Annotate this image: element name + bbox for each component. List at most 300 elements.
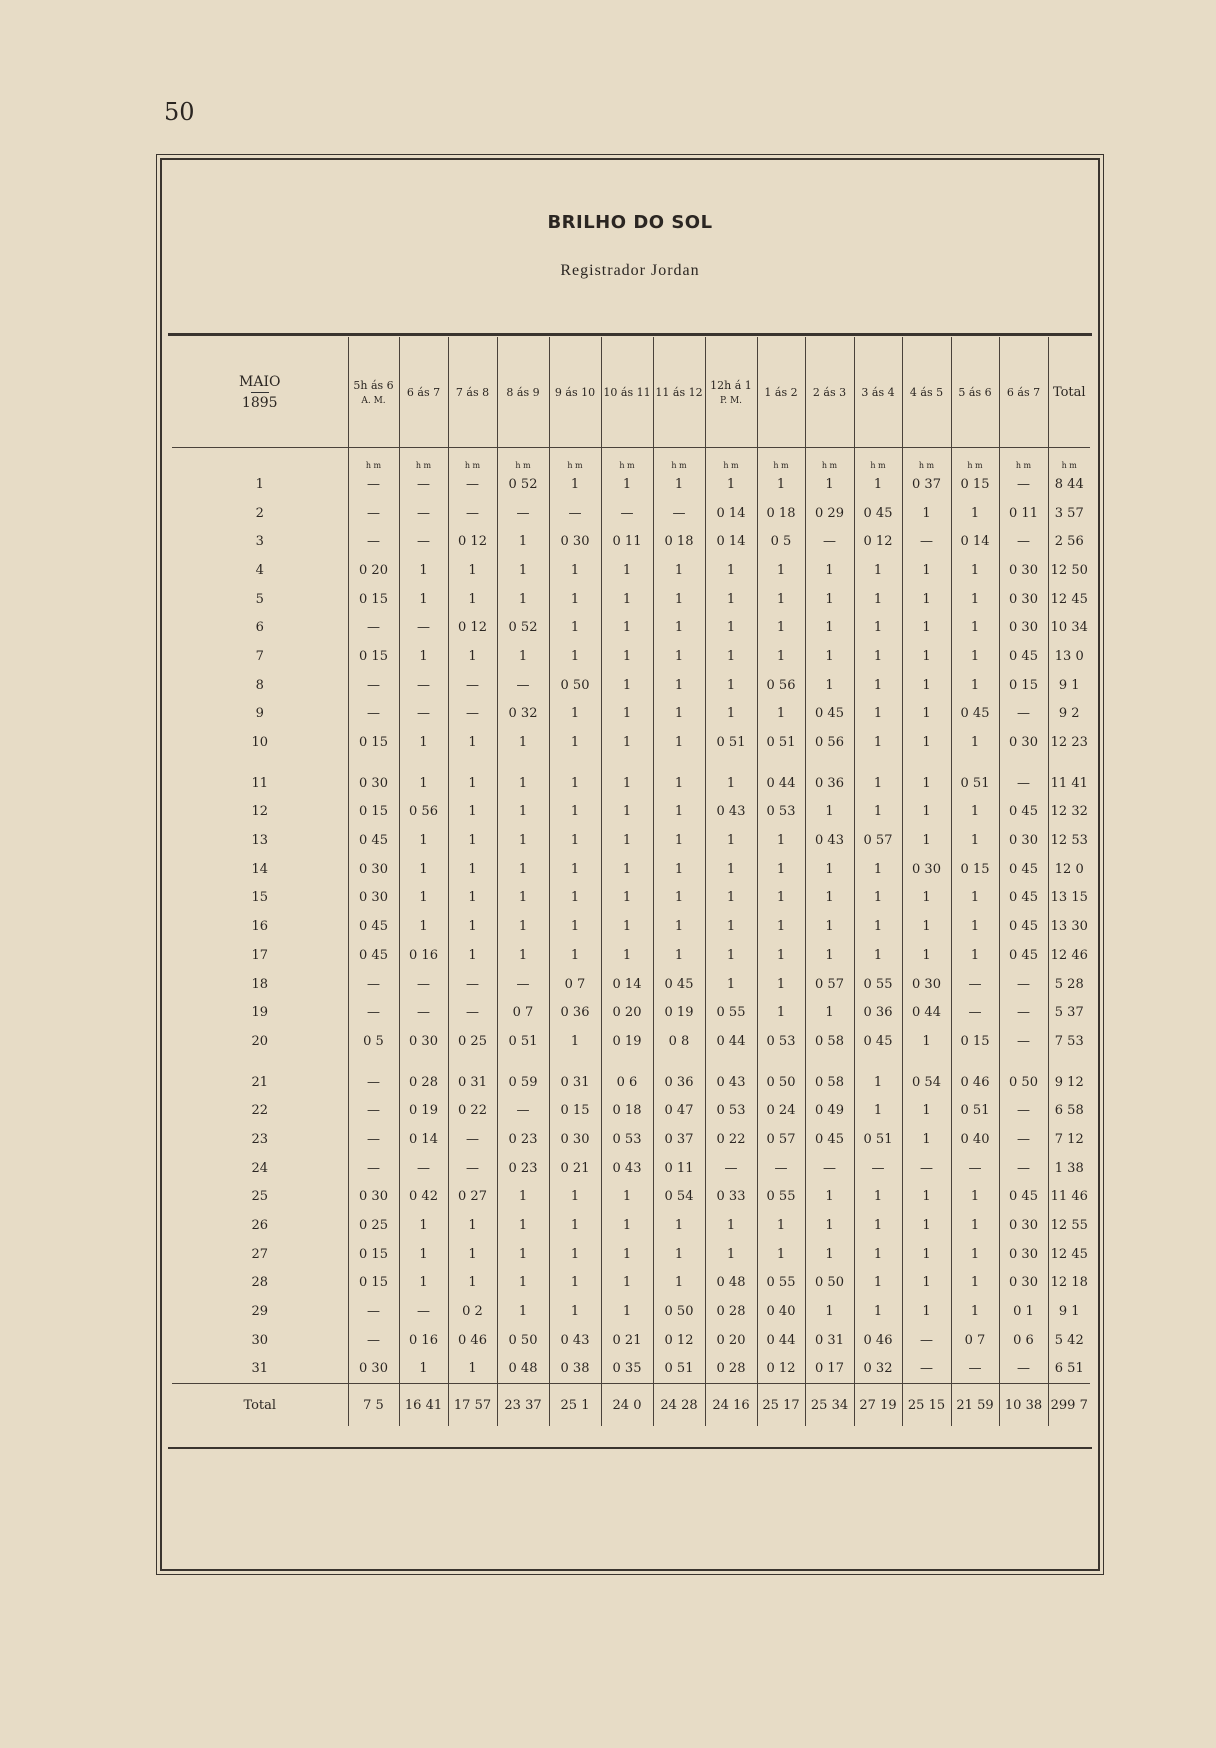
column-header-label: 9 ás 10 [554,385,596,399]
value-cell: — [448,499,497,528]
value-cell: 1 [757,826,805,855]
value-cell: 1 [757,941,805,970]
column-header [902,337,951,448]
value-cell: 1 [705,1240,757,1269]
value-cell: — [399,970,448,999]
value-cell: 0 51 [705,728,757,757]
value-cell: 1 [549,1027,601,1056]
value-cell: 0 30 [549,527,601,556]
day-cell: 29 [251,1304,269,1320]
value-cell: 1 [805,1183,854,1212]
table-row [172,1056,1090,1097]
value-cell: 1 [854,912,902,941]
column-header [399,337,448,448]
day-cell: 8 [255,677,264,693]
value-cell: 0 7 [497,998,549,1027]
value-cell: 1 [705,1211,757,1240]
value-cell: 0 51 [497,1027,549,1056]
row-total-cell: 13 30 [1048,912,1090,941]
units-cell: h m [399,448,448,471]
units-cell: h m [854,448,902,471]
row-total-cell: 5 37 [1048,998,1090,1027]
value-cell: 1 [549,1183,601,1212]
value-cell: 1 [902,912,951,941]
value-cell: 1 [448,757,497,798]
value-cell: 1 [854,941,902,970]
table-body [172,448,1090,1427]
row-total-cell: 2 56 [1048,527,1090,556]
value-cell: 1 [902,556,951,585]
value-cell: 1 [805,642,854,671]
row-total-cell: 9 1 [1048,671,1090,700]
column-header-sub: P. M. [719,395,743,406]
value-cell: 0 45 [951,700,999,729]
value-cell: 0 22 [448,1096,497,1125]
value-cell: 0 54 [653,1183,705,1212]
value-cell: 0 50 [757,1056,805,1097]
value-cell: 0 50 [805,1269,854,1298]
value-cell: 1 [805,998,854,1027]
table-row [172,970,1090,999]
value-cell: 0 28 [705,1297,757,1326]
value-cell: 1 [757,700,805,729]
value-cell: 1 [448,556,497,585]
value-cell: 0 1 [999,1297,1048,1326]
value-cell: 0 53 [705,1096,757,1125]
value-cell: 1 [653,642,705,671]
value-cell: 1 [601,912,653,941]
value-cell: — [653,499,705,528]
value-cell: 0 30 [348,884,399,913]
value-cell: 1 [854,1269,902,1298]
value-cell: 1 [805,941,854,970]
row-total-cell: 9 1 [1048,1297,1090,1326]
value-cell: 0 11 [653,1154,705,1183]
value-cell: 0 45 [999,855,1048,884]
sunshine-table [172,337,1090,1426]
value-cell: 1 [854,855,902,884]
row-total-cell: 12 53 [1048,826,1090,855]
value-cell: 0 27 [448,1183,497,1212]
column-header [805,337,854,448]
value-cell: 1 [601,642,653,671]
day-cell: 26 [251,1218,269,1234]
value-cell: 0 14 [951,527,999,556]
value-cell: 1 [653,855,705,884]
value-cell: 0 47 [653,1096,705,1125]
value-cell: 0 19 [601,1027,653,1056]
value-cell: 1 [399,855,448,884]
value-cell: 1 [902,1096,951,1125]
value-cell: 0 56 [399,798,448,827]
value-cell: 0 36 [805,757,854,798]
value-cell: — [399,671,448,700]
value-cell: 0 30 [999,728,1048,757]
table-row [172,613,1090,642]
value-cell: — [497,499,549,528]
column-header-label: 12h á 1 [710,378,752,392]
units-cell: h m [757,448,805,471]
value-cell: 1 [805,585,854,614]
value-cell: 1 [805,671,854,700]
value-cell: 0 49 [805,1096,854,1125]
value-cell: 0 45 [805,700,854,729]
value-cell: — [399,613,448,642]
value-cell: — [448,671,497,700]
value-cell: 1 [448,826,497,855]
row-total-cell: 7 53 [1048,1027,1090,1056]
value-cell: 1 [805,884,854,913]
row-total-cell: 7 12 [1048,1125,1090,1154]
value-cell: — [902,527,951,556]
value-cell: — [448,470,497,499]
value-cell: 1 [497,912,549,941]
value-cell: 0 14 [705,499,757,528]
value-cell: 1 [448,855,497,884]
value-cell: 1 [549,855,601,884]
column-header [951,337,999,448]
page-number: 50 [164,98,195,126]
value-cell: 1 [757,998,805,1027]
value-cell: 0 45 [854,499,902,528]
value-cell: 0 44 [705,1027,757,1056]
value-cell: — [999,1125,1048,1154]
value-cell: 0 15 [999,671,1048,700]
value-cell: 0 25 [348,1211,399,1240]
value-cell: 1 [448,798,497,827]
value-cell: 0 40 [757,1297,805,1326]
value-cell: 0 7 [549,970,601,999]
day-cell: 6 [255,620,264,636]
value-cell: — [348,1297,399,1326]
value-cell: 1 [549,757,601,798]
value-cell: 1 [951,1183,999,1212]
value-cell: 0 18 [601,1096,653,1125]
value-cell: 0 30 [999,1269,1048,1298]
value-cell: 0 37 [902,470,951,499]
value-cell: 0 57 [805,970,854,999]
value-cell: 0 45 [348,941,399,970]
value-cell: 1 [549,613,601,642]
value-cell: — [951,1355,999,1384]
value-cell: 1 [854,1297,902,1326]
value-cell: — [999,757,1048,798]
row-total-cell: 3 57 [1048,499,1090,528]
value-cell: 1 [601,1211,653,1240]
value-cell: — [999,527,1048,556]
value-cell: 1 [757,1240,805,1269]
value-cell: 0 6 [999,1326,1048,1355]
value-cell: 0 12 [757,1355,805,1384]
value-cell: 1 [951,728,999,757]
column-total-cell: 16 41 [399,1384,448,1427]
column-header [854,337,902,448]
value-cell: 0 20 [705,1326,757,1355]
column-header-label: 8 ás 9 [506,385,540,399]
value-cell: 0 36 [653,1056,705,1097]
value-cell: 1 [951,912,999,941]
value-cell: 1 [497,728,549,757]
value-cell: 1 [497,884,549,913]
table-row [172,1269,1090,1298]
value-cell: 0 5 [348,1027,399,1056]
row-total-cell: 12 0 [1048,855,1090,884]
value-cell: 1 [951,941,999,970]
value-cell: — [448,1125,497,1154]
value-cell: 1 [653,912,705,941]
value-cell: 0 30 [902,855,951,884]
value-cell: 0 15 [951,1027,999,1056]
column-header-label: Total [1052,384,1086,400]
month-header [172,337,348,448]
value-cell: 1 [448,1269,497,1298]
table-row [172,1355,1090,1384]
row-total-cell: 12 46 [1048,941,1090,970]
value-cell: 1 [757,556,805,585]
value-cell: — [448,998,497,1027]
value-cell: 0 30 [348,757,399,798]
day-cell: 18 [251,976,269,992]
value-cell: 0 45 [348,826,399,855]
table-row [172,912,1090,941]
units-cell: h m [448,448,497,471]
column-total-cell: 17 57 [448,1384,497,1427]
table-title: BRILHO DO SOL [547,212,713,233]
value-cell: 1 [951,1269,999,1298]
value-cell: 0 30 [549,1125,601,1154]
table-row [172,855,1090,884]
value-cell: — [348,1056,399,1097]
value-cell: 0 37 [653,1125,705,1154]
row-total-cell: 13 0 [1048,642,1090,671]
table-row [172,1027,1090,1056]
value-cell: 1 [705,700,757,729]
value-cell: — [399,1297,448,1326]
value-cell: — [348,671,399,700]
value-cell: 1 [549,912,601,941]
value-cell: 1 [757,642,805,671]
value-cell: 1 [399,642,448,671]
value-cell: 0 45 [805,1125,854,1154]
column-header [448,337,497,448]
value-cell: 0 32 [854,1355,902,1384]
value-cell: 1 [497,556,549,585]
day-cell: 27 [251,1246,269,1262]
value-cell: — [601,499,653,528]
value-cell: — [399,527,448,556]
day-cell: 31 [251,1361,269,1377]
units-cell: h m [601,448,653,471]
value-cell: 1 [653,585,705,614]
value-cell: 1 [854,470,902,499]
column-header-sub: A. M. [361,395,386,406]
value-cell: 1 [601,884,653,913]
day-cell: 25 [251,1189,269,1205]
value-cell: 1 [902,499,951,528]
value-cell: — [399,1154,448,1183]
value-cell: 1 [497,1269,549,1298]
day-cell: 2 [255,505,264,521]
day-cell: 3 [255,534,264,550]
table-row [172,1240,1090,1269]
value-cell: 0 51 [854,1125,902,1154]
value-cell: — [999,1154,1048,1183]
value-cell: 0 19 [399,1096,448,1125]
value-cell: 1 [601,1269,653,1298]
column-header-label: 11 ás 12 [655,385,703,399]
value-cell: 0 11 [999,499,1048,528]
value-cell: 1 [951,499,999,528]
value-cell: 1 [549,1269,601,1298]
units-cell: h m [653,448,705,471]
value-cell: 0 16 [399,941,448,970]
value-cell: 0 21 [549,1154,601,1183]
year-label: 1895 [241,394,278,411]
value-cell: 1 [951,826,999,855]
value-cell: 1 [549,700,601,729]
value-cell: — [448,1154,497,1183]
value-cell: 1 [705,757,757,798]
value-cell: 1 [705,884,757,913]
value-cell: 0 18 [757,499,805,528]
table-row [172,757,1090,798]
value-cell: 1 [653,556,705,585]
value-cell: — [448,970,497,999]
value-cell: 1 [854,1183,902,1212]
table-row [172,671,1090,700]
value-cell: 1 [549,585,601,614]
value-cell: 1 [497,585,549,614]
value-cell: 1 [448,1355,497,1384]
value-cell: 0 30 [399,1027,448,1056]
column-header-label: 7 ás 8 [455,385,490,399]
value-cell: 1 [854,1211,902,1240]
day-cell: 21 [251,1074,269,1090]
row-total-cell: 13 15 [1048,884,1090,913]
value-cell: 1 [902,757,951,798]
value-cell: 0 8 [653,1027,705,1056]
table-heading [162,160,1098,335]
table-row [172,798,1090,827]
value-cell: 0 43 [805,826,854,855]
value-cell: 1 [805,855,854,884]
value-cell: 0 48 [497,1355,549,1384]
value-cell: 0 30 [999,585,1048,614]
table-row [172,1183,1090,1212]
value-cell: — [854,1154,902,1183]
value-cell: 0 59 [497,1056,549,1097]
value-cell: 1 [705,855,757,884]
value-cell: 1 [951,585,999,614]
value-cell: 0 20 [348,556,399,585]
value-cell: 1 [757,470,805,499]
day-cell: 28 [251,1275,269,1291]
value-cell: 0 30 [999,826,1048,855]
value-cell: 0 46 [854,1326,902,1355]
day-cell: 9 [255,706,264,722]
day-cell: 30 [251,1332,269,1348]
row-total-cell: 12 45 [1048,1240,1090,1269]
value-cell: — [348,1125,399,1154]
column-header [1048,337,1090,448]
value-cell: 0 57 [757,1125,805,1154]
value-cell: 1 [497,1183,549,1212]
value-cell: 1 [399,1269,448,1298]
value-cell: 0 55 [757,1183,805,1212]
value-cell: 1 [448,1211,497,1240]
value-cell: 1 [497,757,549,798]
value-cell: — [999,1027,1048,1056]
value-cell: 0 36 [549,998,601,1027]
value-cell: 1 [549,884,601,913]
value-cell: 0 12 [653,1326,705,1355]
units-cell: h m [951,448,999,471]
value-cell: 0 36 [854,998,902,1027]
value-cell: 0 30 [902,970,951,999]
value-cell: 0 43 [705,1056,757,1097]
table-row [172,998,1090,1027]
value-cell: — [951,970,999,999]
value-cell: — [951,998,999,1027]
value-cell: 1 [854,1056,902,1097]
value-cell: 0 55 [854,970,902,999]
value-cell: 0 15 [348,1269,399,1298]
value-cell: 0 30 [348,855,399,884]
value-cell: 0 38 [549,1355,601,1384]
value-cell: 1 [549,556,601,585]
value-cell: 0 15 [951,470,999,499]
month-label: MAIO [239,373,281,390]
value-cell: 1 [902,700,951,729]
column-header [497,337,549,448]
value-cell: 1 [854,556,902,585]
row-total-cell: 9 2 [1048,700,1090,729]
value-cell: 0 44 [902,998,951,1027]
value-cell: 0 45 [653,970,705,999]
column-total-cell: 10 38 [999,1384,1048,1427]
units-cell: h m [999,448,1048,471]
units-cell: h m [902,448,951,471]
value-cell: 1 [757,585,805,614]
value-cell: 0 15 [348,728,399,757]
value-cell: 0 54 [902,1056,951,1097]
value-cell: 0 15 [549,1096,601,1125]
value-cell: 1 [549,642,601,671]
row-total-cell: 5 42 [1048,1326,1090,1355]
row-total-cell: 1 38 [1048,1154,1090,1183]
value-cell: 1 [601,470,653,499]
value-cell: 0 29 [805,499,854,528]
value-cell: 1 [549,470,601,499]
column-header-label: 4 ás 5 [909,385,944,399]
value-cell: 1 [902,728,951,757]
value-cell: 0 45 [999,941,1048,970]
row-total-cell: 11 41 [1048,757,1090,798]
value-cell: 1 [601,941,653,970]
table-row [172,470,1090,499]
value-cell: 0 53 [601,1125,653,1154]
value-cell: 1 [549,941,601,970]
value-cell: 0 50 [497,1326,549,1355]
value-cell: 1 [399,757,448,798]
column-total-cell: 21 59 [951,1384,999,1427]
units-row [172,448,1090,471]
value-cell: 0 43 [549,1326,601,1355]
value-cell: — [399,470,448,499]
column-header [601,337,653,448]
table-row [172,728,1090,757]
value-cell: 1 [705,585,757,614]
